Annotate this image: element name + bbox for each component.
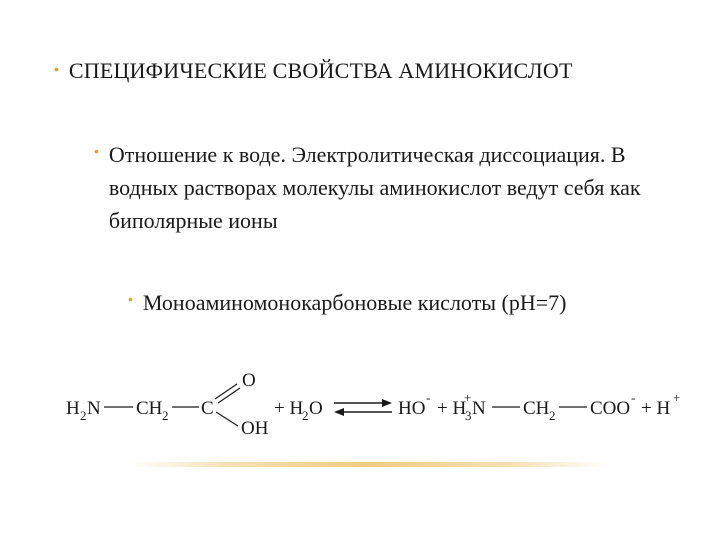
carboxylate-charge: - <box>631 390 636 405</box>
h2n-h: H <box>66 398 80 419</box>
plus-h2o-h: + H <box>274 398 304 419</box>
bond-c-o-double-1 <box>215 384 237 399</box>
ch2-right: CH <box>523 398 550 419</box>
accent-divider <box>130 462 608 467</box>
h2o-sub: 2 <box>302 408 309 423</box>
plus-h3n-h: + H <box>437 398 467 419</box>
slide-heading: СПЕЦИФИЧЕСКИЕ СВОЙСТВА АМИНОКИСЛОТ <box>68 58 573 83</box>
h2n-n: N <box>87 398 101 419</box>
ch2-left: CH <box>136 398 163 419</box>
arrow-forward-head <box>382 399 392 407</box>
bullet-dot: • <box>94 143 99 159</box>
bullet-level3 <box>128 286 688 319</box>
proton-charge: + <box>673 390 681 405</box>
carboxylate: COO <box>590 398 631 419</box>
bond-c-oh <box>216 412 238 426</box>
hydroxide-charge: - <box>426 390 431 405</box>
carbon: C <box>201 398 214 419</box>
ch2-left-sub: 2 <box>162 408 169 423</box>
oxygen-double: O <box>242 370 256 391</box>
bullet-dot: • <box>128 291 133 307</box>
h3n-sub: 3 <box>465 408 472 423</box>
bullet-text-monoamino: Моноаминомонокарбоновые кислоты (pH=7) <box>142 290 567 315</box>
bullet-dot: • <box>54 61 59 77</box>
ch2-right-sub: 2 <box>549 408 556 423</box>
bond-c-o-double-2 <box>218 388 240 403</box>
hydroxyl: OH <box>241 418 269 439</box>
bullet-text-dissociation: Отношение к воде. Электролитическая диссоциация. В водных растворах молекулы аминокислот ведут себя как биполярные ионы <box>108 142 641 233</box>
h3n-n: N <box>472 398 486 419</box>
arrow-backward-head <box>334 408 344 416</box>
hydroxide: HO <box>398 398 426 419</box>
plus-proton: + H <box>641 398 671 419</box>
bullet-level1 <box>54 56 654 86</box>
h2o-o: O <box>309 398 323 419</box>
bullet-level2 <box>94 138 684 237</box>
h2n-sub: 2 <box>80 408 87 423</box>
chemical-equation <box>0 370 720 450</box>
h3n-charge: + <box>464 390 472 405</box>
